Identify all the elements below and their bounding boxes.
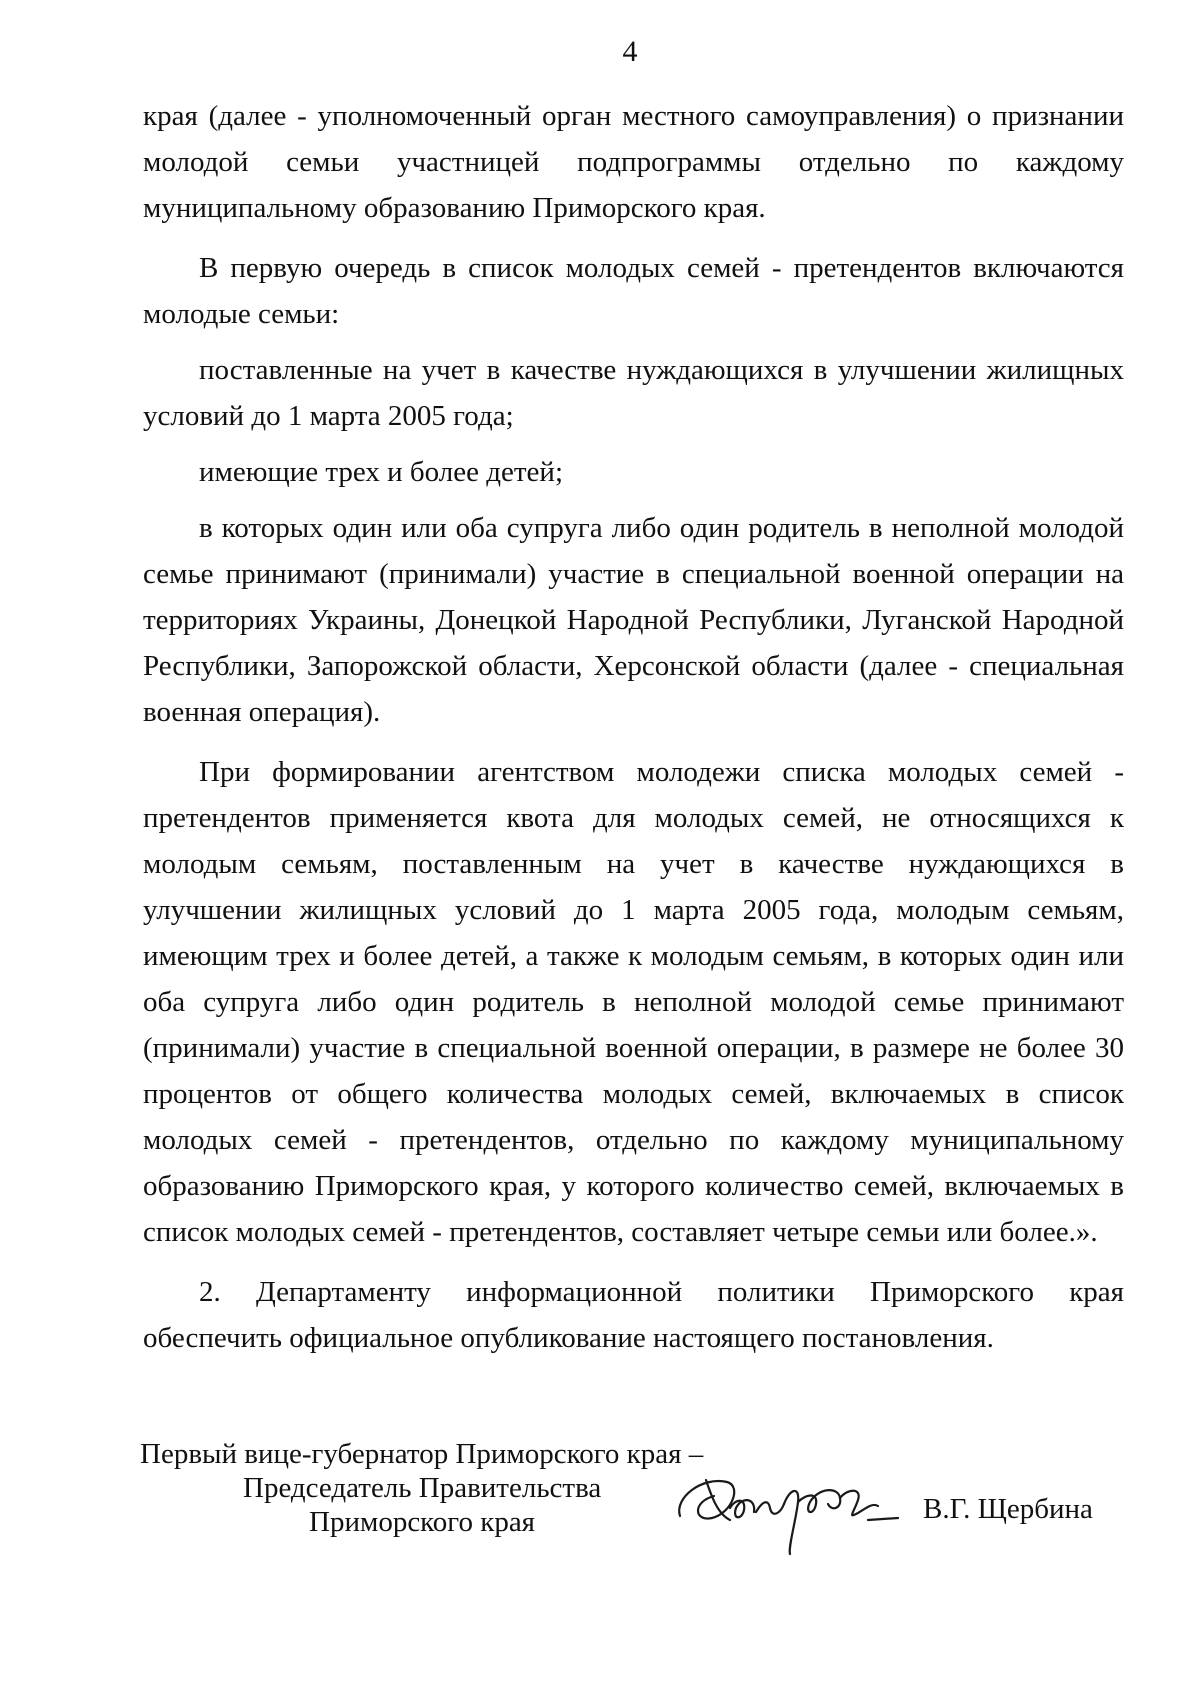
- signatory-title: [140, 1437, 703, 1539]
- signatory-title-line2: Председатель Правительства: [243, 1472, 602, 1504]
- paragraph-continuation: края (далее - уполномоченный орган местного самоуправления) о признании молодой семьи участницей подпрограммы отдельно по каждому муниципальному образованию Приморского края.: [143, 100, 1124, 224]
- signatory-name: В.Г. Щербина: [923, 1493, 1093, 1525]
- paragraph-publication: 2. Департаменту информационной политики Приморского края обеспечить официальное опубликование настоящего постановления.: [143, 1276, 1124, 1354]
- paragraph-military-operation: в которых один или оба супруга либо один родитель в неполной молодой семье принимают (принимали) участие в специальной военной операции на территориях Украины, Донецкой Народной Республики, Луганской Народной Республики, Запорожской области, Херсонской области (далее - специальная военная операция).: [143, 512, 1124, 728]
- paragraph-registered-families: поставленные на учет в качестве нуждающихся в улучшении жилищных условий до 1 марта 2005 года;: [143, 354, 1124, 432]
- signatory-title-line3: Приморского края: [309, 1506, 536, 1538]
- page-number: 4: [622, 35, 638, 68]
- paragraph-large-families: имеющие трех и более детей;: [199, 456, 564, 488]
- signatory-title-line1: Первый вице-губернатор Приморского края –: [140, 1438, 704, 1470]
- paragraph-priority-list: В первую очередь в список молодых семей - претендентов включаются молодые семьи:: [143, 252, 1124, 330]
- handwritten-signature: [672, 1458, 902, 1558]
- paragraph-quota: При формировании агентством молодежи списка молодых семей - претендентов применяется квота для молодых семей, не относящихся к молодым семьям, поставленным на учет в качестве нуждающихся в улучшении жилищных условий до 1 марта 2005 года, молодым семьям, имеющим трех и более детей, а также к молодым семьям, в которых один или оба супруга либо один родитель в неполной молодой семье принимают (принимали) участие в специальной военной операции, в размере не более 30 процентов от общего количества молодых семей, включаемых в список молодых семей - претендентов, отдельно по каждому муниципальному образованию Приморского края, у которого количество семей, включаемых в список молодых семей - претендентов, составляет четыре семьи или более.».: [143, 756, 1124, 1248]
- document-body: [143, 93, 1124, 1371]
